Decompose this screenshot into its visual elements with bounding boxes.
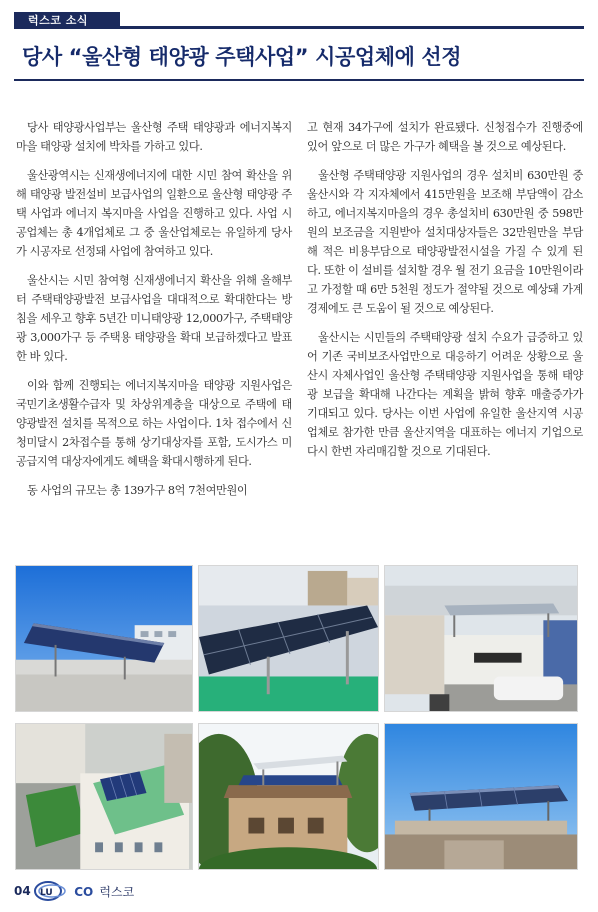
brand-suffix: CO [74, 885, 94, 899]
luxco-logo-icon [34, 880, 68, 902]
paragraph: 울산시는 시민 참여형 신재생에너지 확산을 위해 올해부터 주택태양광발전 보급사업을 대대적으로 확대한다는 방침을 세우고 향후 5년간 미니태양광 12,000가구, 주택태양광 3,000가구 등 주택용 태양광을 확대 보급하겠다고 발표한 바 있다. [16, 274, 292, 363]
photo-shop-building [384, 565, 578, 712]
paragraph: 고 현재 34가구에 설치가 완료됐다. 신청접수가 진행중에 있어 앞으로 더 많은 가구가 혜택을 볼 것으로 예상된다. [307, 121, 583, 153]
brand-korean: 럭스코 [99, 885, 135, 899]
page-footer [14, 880, 214, 904]
paragraph: 동 사업의 규모는 총 139가구 8억 7천여만원이 [27, 484, 248, 497]
photo-flat-roof-array [384, 723, 578, 870]
article-right-column [307, 118, 583, 471]
article-title: 당사 “울산형 태양광 주택사업” 시공업체에 선정 [22, 45, 462, 69]
article-left-column [16, 118, 292, 510]
svg-text:LU: LU [40, 888, 53, 898]
paragraph: 당사 태양광사업부는 울산형 주택 태양광과 에너지복지마을 태양광 설치에 박차를 가하고 있다. [16, 121, 292, 153]
brand-name [70, 883, 134, 900]
page-number: 04 [14, 884, 31, 898]
header-rule [120, 26, 584, 29]
photo-panel-closeup [198, 565, 379, 712]
photo-rooftop-solar [15, 565, 193, 712]
section-label: 럭스코 소식 [14, 12, 120, 29]
title-block [14, 42, 584, 81]
paragraph: 이와 함께 진행되는 에너지복지마을 태양광 지원사업은 국민기초생활수급자 및 차상위계층을 대상으로 주택에 태양광발전 설치를 목적으로 하는 사업이다. 1차 접수에서 신청미달시 2차접수를 통해 상기대상자를 포함, 도시가스 미공급지역 대상자에게도 혜택을 확대시행하게 된다. [16, 379, 292, 468]
photo-aerial-rooftop [15, 723, 193, 870]
paragraph: 울산광역시는 신재생에너지에 대한 시민 참여 확산을 위해 태양광 발전설비 보급사업의 일환으로 울산형 태양광 주택 사업과 에너지 복지마을 사업을 진행하고 있다. 사업 시공업체는 총 4개업체로 그 중 울산업체로는 유일하게 당사가 시공자로 선정돼 사업에 참여하고 있다. [16, 169, 292, 258]
paragraph: 울산형 주택태양광 지원사업의 경우 설치비 630만원 중 울산시와 각 지자체에서 415만원을 보조해 부담액이 감소하고, 에너지복지마을의 경우 총설치비 630만원 중 598만원의 보조금을 지원받아 설치대상자들은 32만원만을 부담해 적은 비용부담으로 태양광발전시설을 가질 수 있게 된다. 또한 이 설비를 설치할 경우 월 전기 요금을 10만원이라고 가정할 때 6만 5천원 정도가 절약될 것으로 예상돼 가계경제에도 큰 도움이 될 것으로 예상된다. [307, 169, 583, 315]
paragraph: 울산시는 시민들의 주택태양광 설치 수요가 급증하고 있어 기존 국비보조사업만으로 대응하기 어려운 상황으로 울산시 자체사업인 울산형 주택태양광 지원사업을 통해 태양광 보급을 확대해 나간다는 계획을 밝혀 향후 매출증가가 기대되고 있다. 당사는 이번 사업에 유일한 울산지역 시공업체로 참가한 만큼 울산지역을 대표하는 에너지 기업으로 다시 한번 자리매김할 것으로 기대된다. [307, 331, 583, 458]
section-header [14, 12, 584, 29]
photo-house-trees [198, 723, 379, 870]
title-rule [14, 79, 584, 81]
